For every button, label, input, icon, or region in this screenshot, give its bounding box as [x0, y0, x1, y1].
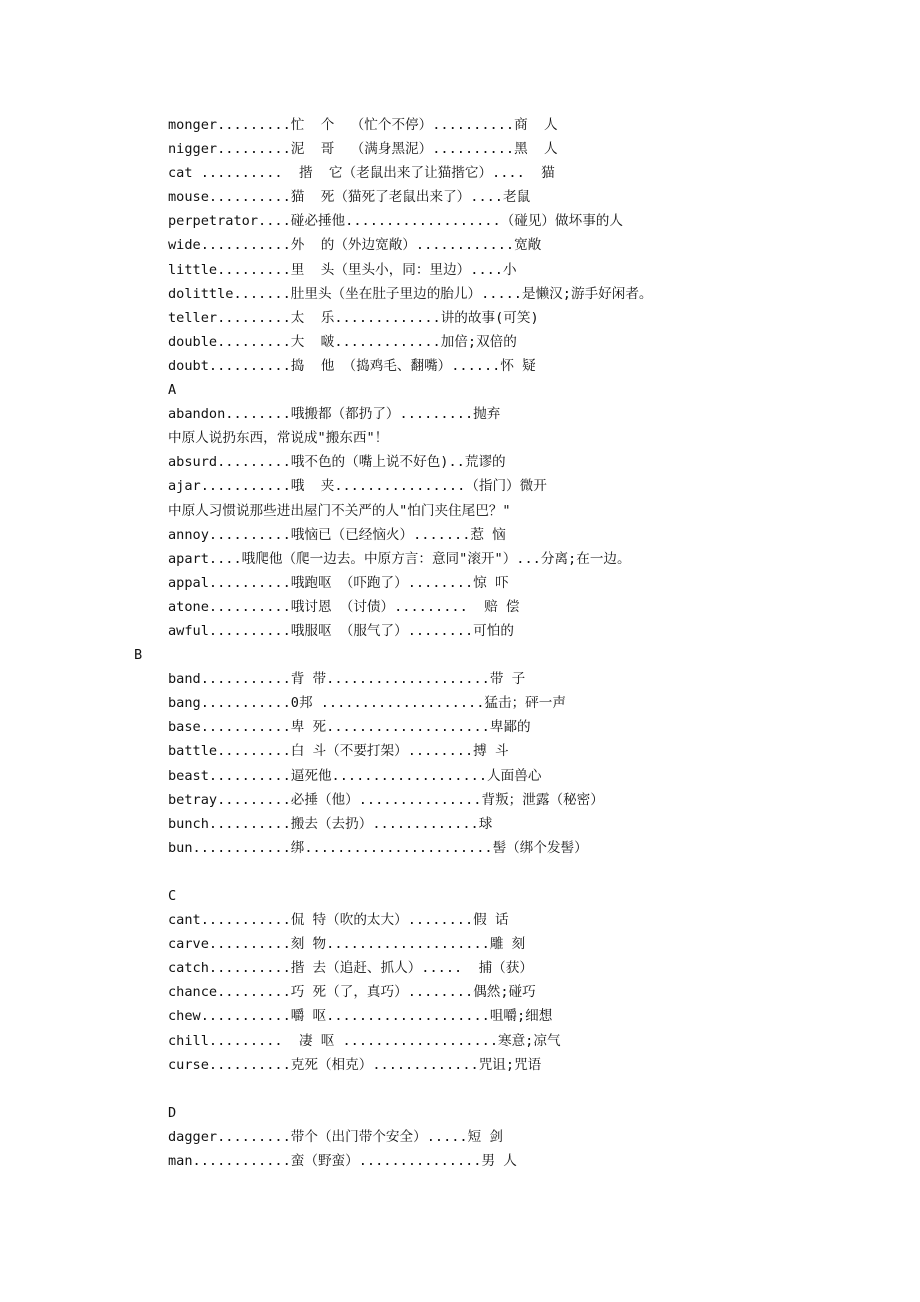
text-line: betray.........必捶（他）...............背叛；泄露（秘密） [168, 791, 604, 808]
text-line: 中原人说扔东西，常说成"搬东西"！ [168, 430, 389, 447]
text-line: carve..........刻 物....................雕 刻 [168, 936, 526, 953]
text-line: chill......... 凄 呕 ...................寒意;凉气 [168, 1032, 561, 1049]
section-letter: C [168, 888, 177, 904]
text-line: cant...........侃 特（吹的太大）........假 话 [168, 912, 509, 929]
text-line: bang...........0邦 ....................猛击；砰一声 [168, 695, 566, 712]
section-letter: B [134, 647, 143, 664]
blank-line [0, 860, 920, 884]
text-line: dagger.........带个（出门带个安全）.....短 剑 [168, 1128, 503, 1145]
text-line: battle.........白 斗（不要打架）........搏 斗 [168, 743, 509, 760]
text-line: appal..........哦跑呕 （吓跑了）........惊 吓 [168, 574, 509, 591]
text-line: bunch..........搬去（去扔）.............球 [168, 815, 493, 832]
text-line: band...........背 带....................带 子 [168, 671, 526, 688]
text-line: man............蛮（野蛮）...............男 人 [168, 1153, 517, 1170]
text-line: mouse..........猫 死（猫死了老鼠出来了）....老鼠 [168, 189, 531, 206]
text-line: wide...........外 的（外边宽敞）............宽敞 [168, 237, 542, 254]
text-line: chew...........嚼 呕....................咀嚼;细想 [168, 1008, 553, 1025]
text-line: abandon........哦搬都（都扔了）.........抛弃 [168, 406, 501, 423]
text-line: 中原人习惯说那些进出屋门不关严的人"怕门夹住尾巴？" [168, 502, 511, 519]
text-line: chance.........巧 死（了，真巧）........偶然;碰巧 [168, 984, 536, 1001]
text-line: awful..........哦服呕 （服气了）........可怕的 [168, 622, 514, 639]
text-line: dolittle.......肚里头（坐在肚子里边的胎儿）.....是懒汉;游手好闲者。 [168, 285, 653, 302]
text-line: teller.........太 乐.............讲的故事(可笑) [168, 309, 539, 326]
text-line: nigger.........泥 哥 （满身黑泥）..........黑 人 [168, 141, 558, 158]
text-line: catch..........揩 去（追赶、抓人）..... 捕（获） [168, 960, 533, 977]
text-line: beast..........逼死他...................人面兽心 [168, 767, 542, 784]
text-line: double.........大 啵.............加倍;双倍的 [168, 333, 517, 350]
word-list [0, 113, 920, 1173]
text-line: ajar...........哦 夹................（指门）微开 [168, 478, 547, 495]
text-line: monger.........忙 个 （忙个不停）..........商 人 [168, 117, 558, 133]
text-line: perpetrator....碰必捶他...................（碰见）做坏事的人 [168, 213, 623, 230]
text-line: base...........卑 死....................卑鄙的 [168, 719, 531, 736]
text-line: doubt..........捣 他 （捣鸡毛、翻嘴）......怀 疑 [168, 357, 536, 374]
text-line: absurd.........哦不色的（嘴上说不好色)..荒谬的 [168, 454, 506, 471]
text-line: apart....哦爬他（爬一边去。中原方言：意同"滚开"）...分离;在一边。 [168, 550, 631, 567]
text-line: annoy..........哦恼已（已经恼火）.......惹 恼 [168, 526, 506, 543]
blank-line [0, 1077, 920, 1101]
text-line: bun............绑.......................髻（绑个发髻） [168, 839, 588, 856]
section-letter: A [168, 382, 177, 399]
text-line: cat .......... 揩 它（老鼠出来了让猫揩它）.... 猫 [168, 165, 555, 182]
text-line: atone..........哦讨恩 （讨债）......... 赔 偿 [168, 598, 520, 615]
section-letter: D [168, 1104, 177, 1121]
text-line: curse..........克死（相克）.............咒诅;咒语 [168, 1056, 542, 1073]
text-line: little.........里 头（里头小，同：里边）....小 [168, 261, 517, 278]
